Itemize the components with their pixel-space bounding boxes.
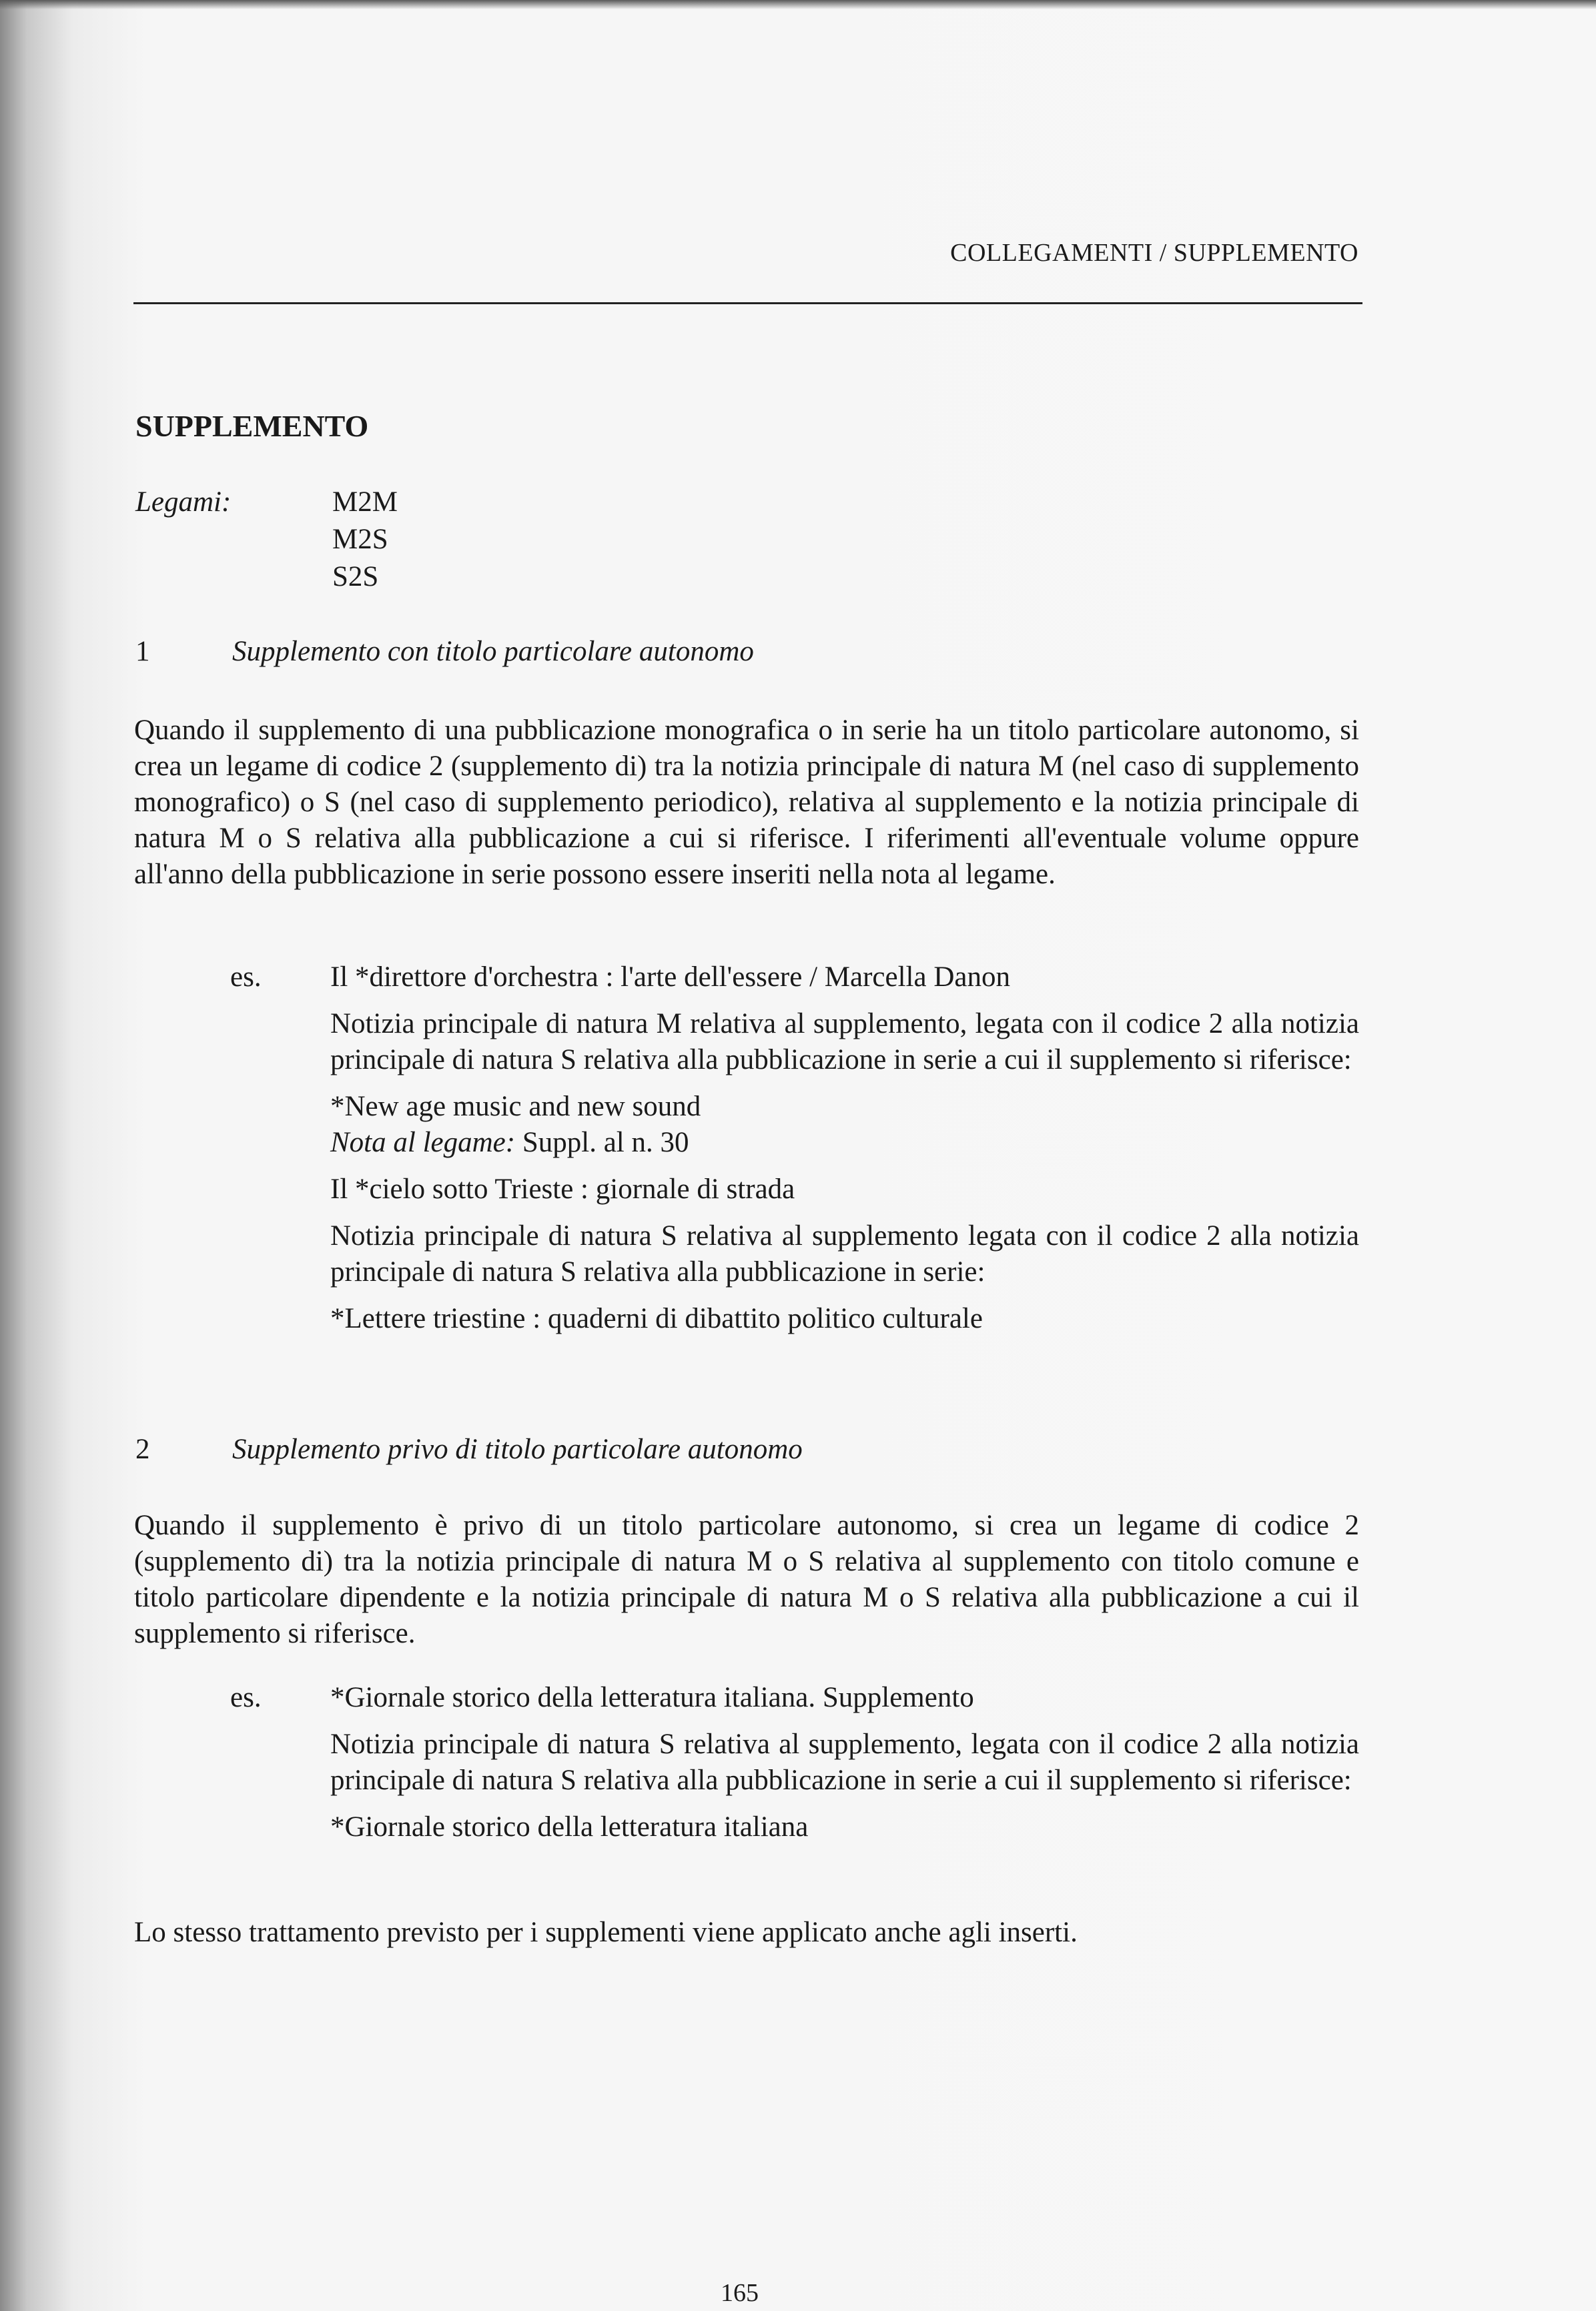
nota-value: Suppl. al n. 30 (522, 1127, 689, 1158)
subsection-number: 2 (135, 1434, 150, 1465)
subsection-2-heading (135, 1432, 803, 1468)
section-title: SUPPLEMENTO (135, 409, 369, 443)
example-2-linked-title: *Lettere triestine : quaderni di dibattito politico culturale (330, 1303, 983, 1334)
subsection-2-paragraph: Quando il supplemento è privo di un titolo particolare autonomo, si crea un legame di codice 2 (supplemento di) tra la notizia principale di natura M o S relativa al supplemento con titolo comune e titolo particolare dipendente e la notizia principale di natura M o S relativa alla pubblicazione a cui il supplemento si riferisce. (134, 1510, 1359, 1649)
subsection-1-paragraph: Quando il supplemento di una pubblicazione monografica o in serie ha un titolo particolare autonomo, si crea un legame di codice 2 (supplemento di) tra la notizia principale di natura M (nel caso di supplemento monografico) o S (nel caso di supplemento periodico), relativa al supplemento e la notizia principale di natura M o S relativa alla pubblicazione a cui si riferisce. I riferimenti all'eventuale volume oppure all'anno della pubblicazione in serie possono essere inseriti nella nota al legame. (134, 715, 1359, 890)
legami-code: S2S (332, 561, 379, 592)
example-1-note: Notizia principale di natura M relativa al supplemento, legata con il codice 2 alla notizia principale di natura S relativa alla pubblicazione in serie a cui il supplemento si riferisce: (330, 1008, 1359, 1075)
subsection-number: 1 (135, 636, 150, 667)
nota-label: Nota al legame: (330, 1127, 516, 1158)
page-number: 165 (721, 2279, 759, 2307)
closing-paragraph: Lo stesso trattamento previsto per i supplementi viene applicato anche agli inserti. (134, 1917, 1078, 1948)
legami-label: Legami: (135, 486, 232, 518)
subsection-2-examples (230, 1680, 1359, 1856)
legami-codes (332, 484, 398, 596)
example-linked-title: *Giornale storico della letteratura italiana (330, 1811, 809, 1843)
example-note: Notizia principale di natura S relativa al supplemento, legata con il codice 2 alla notizia principale di natura S relativa alla pubblicazione in serie a cui il supplemento si riferisce: (330, 1729, 1359, 1796)
subsection-1-examples (230, 959, 1359, 1348)
example-2-title: Il *cielo sotto Trieste : giornale di strada (330, 1174, 795, 1205)
example-1-nota (330, 1125, 1359, 1161)
running-header: COLLEGAMENTI / SUPPLEMENTO (950, 239, 1358, 267)
legami-code: M2M (332, 486, 398, 518)
legami-code: M2S (332, 524, 388, 555)
subsection-title: Supplemento con titolo particolare autonomo (232, 636, 754, 667)
example-label: es. (230, 961, 262, 993)
header-divider (133, 302, 1362, 304)
subsection-title: Supplemento privo di titolo particolare autonomo (232, 1434, 803, 1465)
example-1-title: Il *direttore d'orchestra : l'arte dell'essere / Marcella Danon (330, 961, 1010, 993)
subsection-1-heading (135, 634, 754, 670)
example-2-note: Notizia principale di natura S relativa al supplemento legata con il codice 2 alla notizia principale di natura S relativa alla pubblicazione in serie: (330, 1220, 1359, 1288)
example-1-linked-title: *New age music and new sound (330, 1091, 701, 1122)
example-title: *Giornale storico della letteratura italiana. Supplemento (330, 1682, 974, 1713)
example-label: es. (230, 1682, 262, 1713)
